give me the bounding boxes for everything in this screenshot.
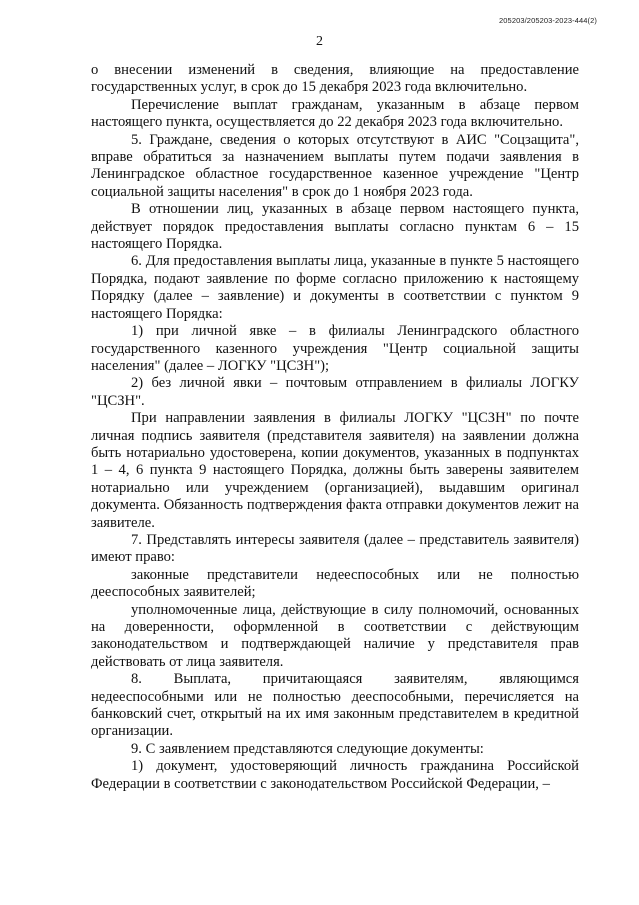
paragraph-item-6: 6. Для предоставления выплаты лица, указанные в пункте 5 настоящего Порядка, подают заявление по форме согласно приложению к настоящему Порядку (далее – заявление) и документы в соответствии с пунктом 9 настоящего Порядка: bbox=[91, 253, 579, 322]
paragraph-item-8: 8. Выплата, причитающаяся заявителям, являющимся недееспособными или не полностью дееспособными, перечисляется на банковский счет, открытый на их имя законным представителем в кредитной организации. bbox=[91, 671, 579, 740]
document-body bbox=[91, 62, 579, 793]
paragraph-item-5: 5. Граждане, сведения о которых отсутствуют в АИС "Соцзащита", вправе обратиться за назначением выплаты путем подачи заявления в Ленинградское областное государственное казенное учреждение "Центр социальной защиты населения" в срок до 1 ноября 2023 года. bbox=[91, 131, 579, 200]
paragraph-item-9-sub-1: 1) документ, удостоверяющий личность гражданина Российской Федерации в соответствии с законодательством Российской Федерации, – bbox=[91, 758, 579, 792]
paragraph-item-7: 7. Представлять интересы заявителя (далее – представитель заявителя) имеют право: bbox=[91, 531, 579, 566]
paragraph-item-7-legal-representatives: законные представители недееспособных или не полностью дееспособных заявителей; bbox=[91, 566, 579, 601]
paragraph-continuation: о внесении изменений в сведения, влияющие на предоставление государственных услуг, в срок до 15 декабря 2023 года включительно. bbox=[91, 62, 579, 96]
paragraph-item-5-procedure: В отношении лиц, указанных в абзаце первом настоящего пункта, действует порядок предоставления выплаты согласно пунктам 6 – 15 настоящего Порядка. bbox=[91, 201, 579, 253]
paragraph-item-6-sub-1: 1) при личной явке – в филиалы Ленинградского областного государственного казенного учреждения "Центр социальной защиты населения" (далее – ЛОГКУ "ЦСЗН"); bbox=[91, 323, 579, 374]
paragraph-payment-transfer: Перечисление выплат гражданам, указанным в абзаце первом настоящего пункта, осуществляется до 22 декабря 2023 года включительно. bbox=[91, 96, 579, 131]
paragraph-item-6-sub-2: 2) без личной явки – почтовым отправлением в филиалы ЛОГКУ "ЦСЗН". bbox=[91, 375, 579, 409]
paragraph-postal-submission: При направлении заявления в филиалы ЛОГКУ "ЦСЗН" по почте личная подпись заявителя (представителя заявителя) на заявлении должна быть нотариально удостоверена, копии документов, указанных в подпунктах 1 – 4, 6 пункта 9 настоящего Порядка, должны быть заверены заявителем нотариально или учреждением (организацией), выдавшим оригинал документа. Обязанность подтверждения факта отправки документов лежит на заявителе. bbox=[91, 410, 579, 531]
document-id: 205203/205203-2023-444(2) bbox=[499, 16, 597, 25]
paragraph-item-7-authorized-persons: уполномоченные лица, действующие в силу полномочий, основанных на доверенности, оформленной в соответствии с действующим законодательством и подтверждающей наличие у представителя прав действовать от лица заявителя. bbox=[91, 601, 579, 670]
page-number: 2 bbox=[316, 34, 323, 49]
paragraph-item-9: 9. С заявлением представляются следующие документы: bbox=[131, 740, 484, 757]
